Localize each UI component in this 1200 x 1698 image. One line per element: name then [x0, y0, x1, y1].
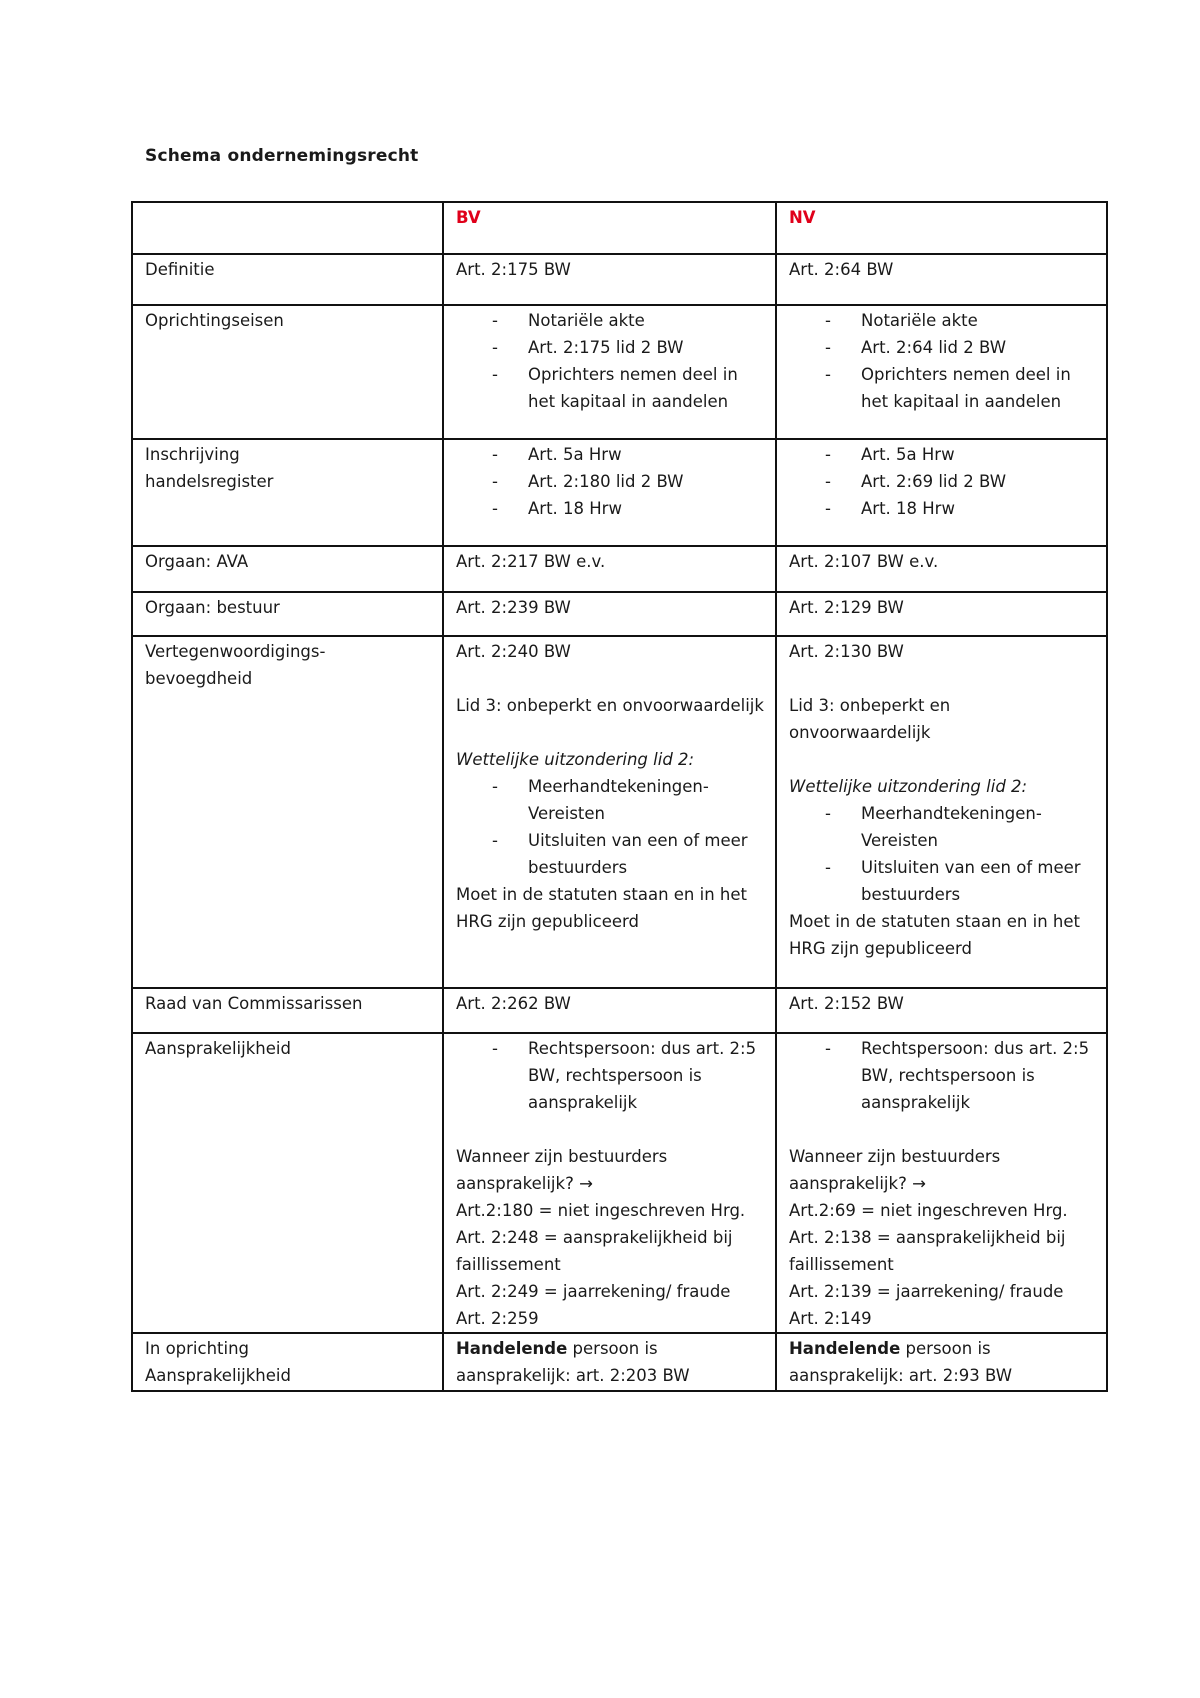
- row-label: [132, 636, 443, 988]
- header-nv: NV: [776, 202, 1107, 254]
- dash-list: [456, 307, 765, 415]
- list-item: - Uitsluiten van een of meer bestuurders: [528, 827, 765, 881]
- document-title: Schema ondernemingsrecht: [145, 146, 419, 166]
- list-item: - Art. 18 Hrw: [861, 495, 1096, 522]
- list-item: - Oprichters nemen deel in het kapitaal in aandelen: [861, 361, 1096, 415]
- cell-nv: [776, 305, 1107, 439]
- article-line: Art.2:69 = niet ingeschreven Hrg.: [789, 1201, 1068, 1220]
- header-bv: BV: [443, 202, 776, 254]
- header-row: [132, 202, 1107, 254]
- lid3-text: Lid 3: onbeperkt en onvoorwaardelijk: [456, 696, 764, 715]
- row-label: Definitie: [132, 254, 443, 305]
- row-inschrijving: [132, 439, 1107, 546]
- bold-term: Handelende: [456, 1339, 568, 1358]
- dash-list: [789, 800, 1096, 908]
- row-label: [132, 1333, 443, 1391]
- note-text: Moet in de statuten staan en in het HRG zijn gepubliceerd: [456, 885, 747, 931]
- row-aansprakelijkheid: [132, 1033, 1107, 1333]
- dash-list: [789, 307, 1096, 415]
- cell-bv: [443, 439, 776, 546]
- cell-bv: [443, 305, 776, 439]
- dash-list: [789, 1035, 1096, 1116]
- row-label: Orgaan: bestuur: [132, 592, 443, 636]
- comparison-table: [131, 201, 1108, 1392]
- row-label: Raad van Commissarissen: [132, 988, 443, 1033]
- cell-nv: Art. 2:129 BW: [776, 592, 1107, 636]
- list-item: - Notariële akte: [861, 307, 1096, 334]
- label-line: Vertegenwoordigings-: [145, 642, 326, 661]
- row-in-oprichting: [132, 1333, 1107, 1391]
- cell-bv: [443, 1333, 776, 1391]
- row-bestuur: [132, 592, 1107, 636]
- row-ava: [132, 546, 1107, 592]
- exception-heading: Wettelijke uitzondering lid 2:: [456, 750, 695, 769]
- list-item: - Notariële akte: [528, 307, 765, 334]
- article-line: Art. 2:259: [456, 1309, 539, 1328]
- cell-bv: Art. 2:262 BW: [443, 988, 776, 1033]
- bold-term: Handelende: [789, 1339, 901, 1358]
- cell-bv: [443, 636, 776, 988]
- row-label: Aansprakelijkheid: [132, 1033, 443, 1333]
- cell-bv: Art. 2:217 BW e.v.: [443, 546, 776, 592]
- list-item: - Art. 5a Hrw: [861, 441, 1096, 468]
- header-empty-cell: [132, 202, 443, 254]
- dash-list: [456, 1035, 765, 1116]
- article-line: Art. 2:249 = jaarrekening/ fraude: [456, 1282, 731, 1301]
- list-item: - Art. 18 Hrw: [528, 495, 765, 522]
- dash-list: [456, 773, 765, 881]
- cell-nv: [776, 439, 1107, 546]
- list-item: - Meerhandtekeningen-Vereisten: [528, 773, 765, 827]
- list-item: - Meerhandtekeningen-Vereisten: [861, 800, 1096, 854]
- article-line: Art. 2:149: [789, 1309, 872, 1328]
- article-line: Art.2:180 = niet ingeschreven Hrg.: [456, 1201, 746, 1220]
- cell-bv: [443, 1033, 776, 1333]
- row-label: Oprichtingseisen: [132, 305, 443, 439]
- list-item: - Art. 2:69 lid 2 BW: [861, 468, 1096, 495]
- dash-list: [456, 441, 765, 522]
- cell-text: persoon is aansprakelijk: art. 2:93 BW: [789, 1339, 1013, 1385]
- article-line: Art. 2:138 = aansprakelijkheid bij faillissement: [789, 1228, 1066, 1274]
- cell-nv: [776, 1033, 1107, 1333]
- label-line: Inschrijving: [145, 445, 240, 464]
- article-line: Art. 2:139 = jaarrekening/ fraude: [789, 1282, 1064, 1301]
- list-item: - Uitsluiten van een of meer bestuurders: [861, 854, 1096, 908]
- dash-list: [789, 441, 1096, 522]
- row-label: Orgaan: AVA: [132, 546, 443, 592]
- label-line: bevoegdheid: [145, 669, 253, 688]
- list-item: - Art. 2:64 lid 2 BW: [861, 334, 1096, 361]
- row-oprichtingseisen: [132, 305, 1107, 439]
- row-vertegenwoordiging: [132, 636, 1107, 988]
- list-item: - Art. 5a Hrw: [528, 441, 765, 468]
- row-definitie: [132, 254, 1107, 305]
- label-line: handelsregister: [145, 472, 274, 491]
- question-text: Wanneer zijn bestuurders aansprakelijk? →: [456, 1147, 668, 1193]
- cell-nv: Art. 2:107 BW e.v.: [776, 546, 1107, 592]
- cell-nv: [776, 636, 1107, 988]
- lid3-text: Lid 3: onbeperkt en onvoorwaardelijk: [789, 696, 951, 742]
- cell-bv: Art. 2:175 BW: [443, 254, 776, 305]
- row-label: [132, 439, 443, 546]
- question-text: Wanneer zijn bestuurders aansprakelijk? →: [789, 1147, 1001, 1193]
- cell-nv: Art. 2:64 BW: [776, 254, 1107, 305]
- label-line: Aansprakelijkheid: [145, 1366, 291, 1385]
- list-item: - Rechtspersoon: dus art. 2:5 BW, rechtspersoon is aansprakelijk: [528, 1035, 765, 1116]
- row-rvc: [132, 988, 1107, 1033]
- article-line: Art. 2:248 = aansprakelijkheid bij faillissement: [456, 1228, 733, 1274]
- list-item: - Art. 2:175 lid 2 BW: [528, 334, 765, 361]
- note-text: Moet in de statuten staan en in het HRG zijn gepubliceerd: [789, 912, 1080, 958]
- list-item: - Oprichters nemen deel in het kapitaal in aandelen: [528, 361, 765, 415]
- list-item: - Rechtspersoon: dus art. 2:5 BW, rechtspersoon is aansprakelijk: [861, 1035, 1096, 1116]
- article-ref: Art. 2:130 BW: [789, 642, 904, 661]
- cell-nv: [776, 1333, 1107, 1391]
- cell-bv: Art. 2:239 BW: [443, 592, 776, 636]
- exception-heading: Wettelijke uitzondering lid 2:: [789, 777, 1028, 796]
- label-line: In oprichting: [145, 1339, 250, 1358]
- cell-nv: Art. 2:152 BW: [776, 988, 1107, 1033]
- list-item: - Art. 2:180 lid 2 BW: [528, 468, 765, 495]
- cell-text: persoon is aansprakelijk: art. 2:203 BW: [456, 1339, 690, 1385]
- article-ref: Art. 2:240 BW: [456, 642, 571, 661]
